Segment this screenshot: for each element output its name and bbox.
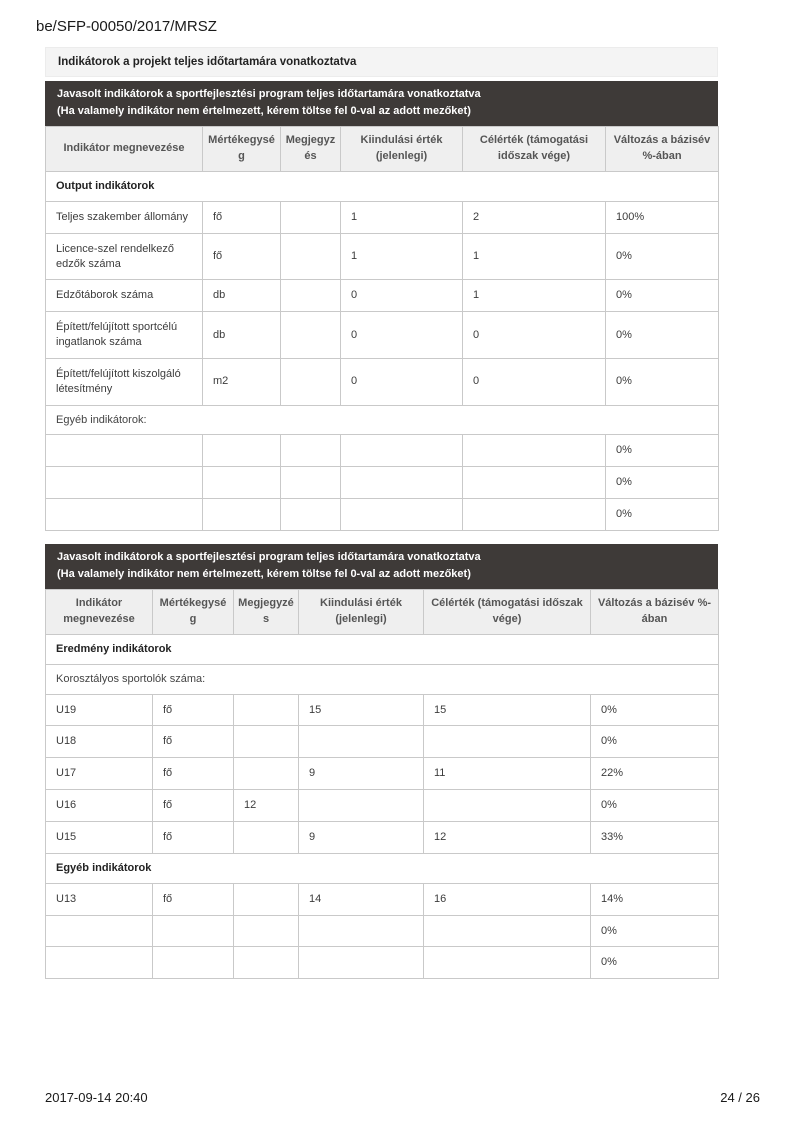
column-header: Célérték (támogatási időszak vége) — [463, 127, 606, 172]
table-cell: U18 — [46, 726, 153, 758]
table-cell — [281, 233, 341, 280]
table-cell: 1 — [463, 233, 606, 280]
table-cell: 0% — [606, 358, 719, 405]
footer-page-number: 24 / 26 — [720, 1090, 760, 1105]
table-cell: 1 — [463, 280, 606, 312]
table-cell — [46, 947, 153, 979]
table-cell: 0 — [341, 358, 463, 405]
table-cell — [281, 201, 341, 233]
table-cell — [424, 790, 591, 822]
data-row — [46, 435, 719, 467]
data-row — [46, 883, 719, 915]
table-cell: db — [203, 312, 281, 359]
table-cell — [463, 467, 606, 499]
table-cell — [299, 915, 424, 947]
table-cell: 0% — [606, 312, 719, 359]
program-indicators-block — [45, 544, 718, 979]
table-cell: 0% — [591, 694, 719, 726]
table-cell — [341, 435, 463, 467]
table-cell: fő — [153, 726, 234, 758]
table-cell: 2 — [463, 201, 606, 233]
banner-line-1: Javasolt indikátorok a sportfejlesztési program teljes időtartamára vonatkoztatva — [57, 550, 481, 563]
group-row — [46, 405, 719, 435]
table-cell — [341, 467, 463, 499]
table-cell: Licence-szel rendelkező edzők száma — [46, 233, 203, 280]
table-cell — [463, 499, 606, 531]
table-cell: 0% — [606, 435, 719, 467]
table-cell: db — [203, 280, 281, 312]
table-cell: 15 — [299, 694, 424, 726]
page-footer — [45, 1090, 760, 1105]
table-cell: Épített/felújított kiszolgáló létesítmény — [46, 358, 203, 405]
column-header: Megjegyzés — [234, 590, 299, 635]
table-cell: 0% — [591, 790, 719, 822]
table-cell — [234, 758, 299, 790]
table-cell: 15 — [424, 694, 591, 726]
group-row — [46, 853, 719, 883]
table-cell: 0% — [591, 947, 719, 979]
column-header: Célérték (támogatási időszak vége) — [424, 590, 591, 635]
table-cell — [234, 915, 299, 947]
table-cell — [234, 726, 299, 758]
table-cell: 0% — [591, 726, 719, 758]
table-cell — [299, 947, 424, 979]
column-header: Kiindulási érték (jelenlegi) — [341, 127, 463, 172]
data-row — [46, 201, 719, 233]
table-cell — [46, 499, 203, 531]
table-cell — [463, 435, 606, 467]
group-row-label: Korosztályos sportolók száma: — [46, 664, 719, 694]
table-cell: fő — [153, 821, 234, 853]
table-cell: U16 — [46, 790, 153, 822]
table-cell: fő — [203, 233, 281, 280]
table-cell: 0 — [341, 280, 463, 312]
table-cell: 22% — [591, 758, 719, 790]
table-cell — [203, 435, 281, 467]
banner-line-2: (Ha valamely indikátor nem értelmezett, kérem töltse fel 0-val az adott mezőket) — [57, 567, 471, 580]
table-cell — [424, 726, 591, 758]
document-reference: be/SFP-00050/2017/MRSZ — [36, 18, 217, 35]
group-row — [46, 171, 719, 201]
table-cell — [46, 467, 203, 499]
table-cell — [46, 915, 153, 947]
table-cell: 0 — [341, 312, 463, 359]
table-cell — [281, 312, 341, 359]
table-cell: 1 — [341, 201, 463, 233]
table-banner — [45, 81, 718, 126]
table-cell — [153, 947, 234, 979]
table-cell: 33% — [591, 821, 719, 853]
table-cell — [153, 915, 234, 947]
table-cell: 0 — [463, 312, 606, 359]
table-cell: m2 — [203, 358, 281, 405]
table-cell: 11 — [424, 758, 591, 790]
table-cell — [341, 499, 463, 531]
table-cell — [234, 947, 299, 979]
table-cell: 0% — [606, 280, 719, 312]
table-cell — [234, 883, 299, 915]
banner-line-2: (Ha valamely indikátor nem értelmezett, kérem töltse fel 0-val az adott mezőket) — [57, 105, 471, 118]
data-row — [46, 280, 719, 312]
table-cell — [234, 821, 299, 853]
table-header-row — [46, 127, 719, 172]
table-cell — [281, 435, 341, 467]
result-indicators-table — [45, 589, 719, 979]
table-banner — [45, 544, 718, 589]
data-row — [46, 233, 719, 280]
group-row — [46, 634, 719, 664]
table-cell: U15 — [46, 821, 153, 853]
page-content — [45, 47, 718, 979]
data-row — [46, 821, 719, 853]
data-row — [46, 467, 719, 499]
table-cell — [281, 499, 341, 531]
output-indicators-table — [45, 126, 719, 531]
table-cell: 16 — [424, 883, 591, 915]
section-title: Indikátorok a projekt teljes időtartamára vonatkoztatva — [45, 47, 718, 77]
table-cell: 12 — [234, 790, 299, 822]
table-cell: Edzőtáborok száma — [46, 280, 203, 312]
group-row-label: Output indikátorok — [46, 171, 719, 201]
data-row — [46, 358, 719, 405]
table-cell — [281, 280, 341, 312]
project-indicators-block — [45, 81, 718, 531]
table-cell: U13 — [46, 883, 153, 915]
table-cell — [424, 915, 591, 947]
footer-datetime: 2017-09-14 20:40 — [45, 1090, 148, 1105]
table-header-row — [46, 590, 719, 635]
column-header: Kiindulási érték (jelenlegi) — [299, 590, 424, 635]
banner-line-1: Javasolt indikátorok a sportfejlesztési program teljes időtartamára vonatkoztatva — [57, 88, 481, 100]
table-cell: 1 — [341, 233, 463, 280]
data-row — [46, 726, 719, 758]
table-cell: fő — [153, 790, 234, 822]
column-header: Indikátor megnevezése — [46, 590, 153, 635]
data-row — [46, 758, 719, 790]
table-cell: fő — [153, 758, 234, 790]
data-row — [46, 499, 719, 531]
table-cell: Épített/felújított sportcélú ingatlanok száma — [46, 312, 203, 359]
table-cell: 0% — [606, 467, 719, 499]
table-cell — [424, 947, 591, 979]
table-cell — [203, 467, 281, 499]
table-cell: Teljes szakember állomány — [46, 201, 203, 233]
group-row-label: Egyéb indikátorok: — [46, 405, 719, 435]
table-cell — [281, 358, 341, 405]
table-cell: fő — [203, 201, 281, 233]
group-row-label: Egyéb indikátorok — [46, 853, 719, 883]
table-cell: 12 — [424, 821, 591, 853]
data-row — [46, 947, 719, 979]
table-cell: U19 — [46, 694, 153, 726]
table-cell: 0% — [606, 233, 719, 280]
column-header: Mértékegység — [153, 590, 234, 635]
table-cell: 100% — [606, 201, 719, 233]
table-cell: 0% — [591, 915, 719, 947]
group-row-label: Eredmény indikátorok — [46, 634, 719, 664]
table-cell: 9 — [299, 758, 424, 790]
data-row — [46, 790, 719, 822]
table-cell: fő — [153, 694, 234, 726]
data-row — [46, 694, 719, 726]
table-cell: 0% — [606, 499, 719, 531]
table-cell — [234, 694, 299, 726]
table-cell: 0 — [463, 358, 606, 405]
table-cell: 14% — [591, 883, 719, 915]
table-cell: 14 — [299, 883, 424, 915]
column-header: Indikátor megnevezése — [46, 127, 203, 172]
table-cell: 9 — [299, 821, 424, 853]
table-cell: fő — [153, 883, 234, 915]
table-cell — [203, 499, 281, 531]
table-cell — [281, 467, 341, 499]
table-cell: U17 — [46, 758, 153, 790]
data-row — [46, 312, 719, 359]
table-cell — [299, 790, 424, 822]
column-header: Változás a bázisév %-ában — [591, 590, 719, 635]
column-header: Megjegyzés — [281, 127, 341, 172]
data-row — [46, 915, 719, 947]
table-cell — [299, 726, 424, 758]
group-row — [46, 664, 719, 694]
column-header: Mértékegység — [203, 127, 281, 172]
column-header: Változás a bázisév %-ában — [606, 127, 719, 172]
table-cell — [46, 435, 203, 467]
